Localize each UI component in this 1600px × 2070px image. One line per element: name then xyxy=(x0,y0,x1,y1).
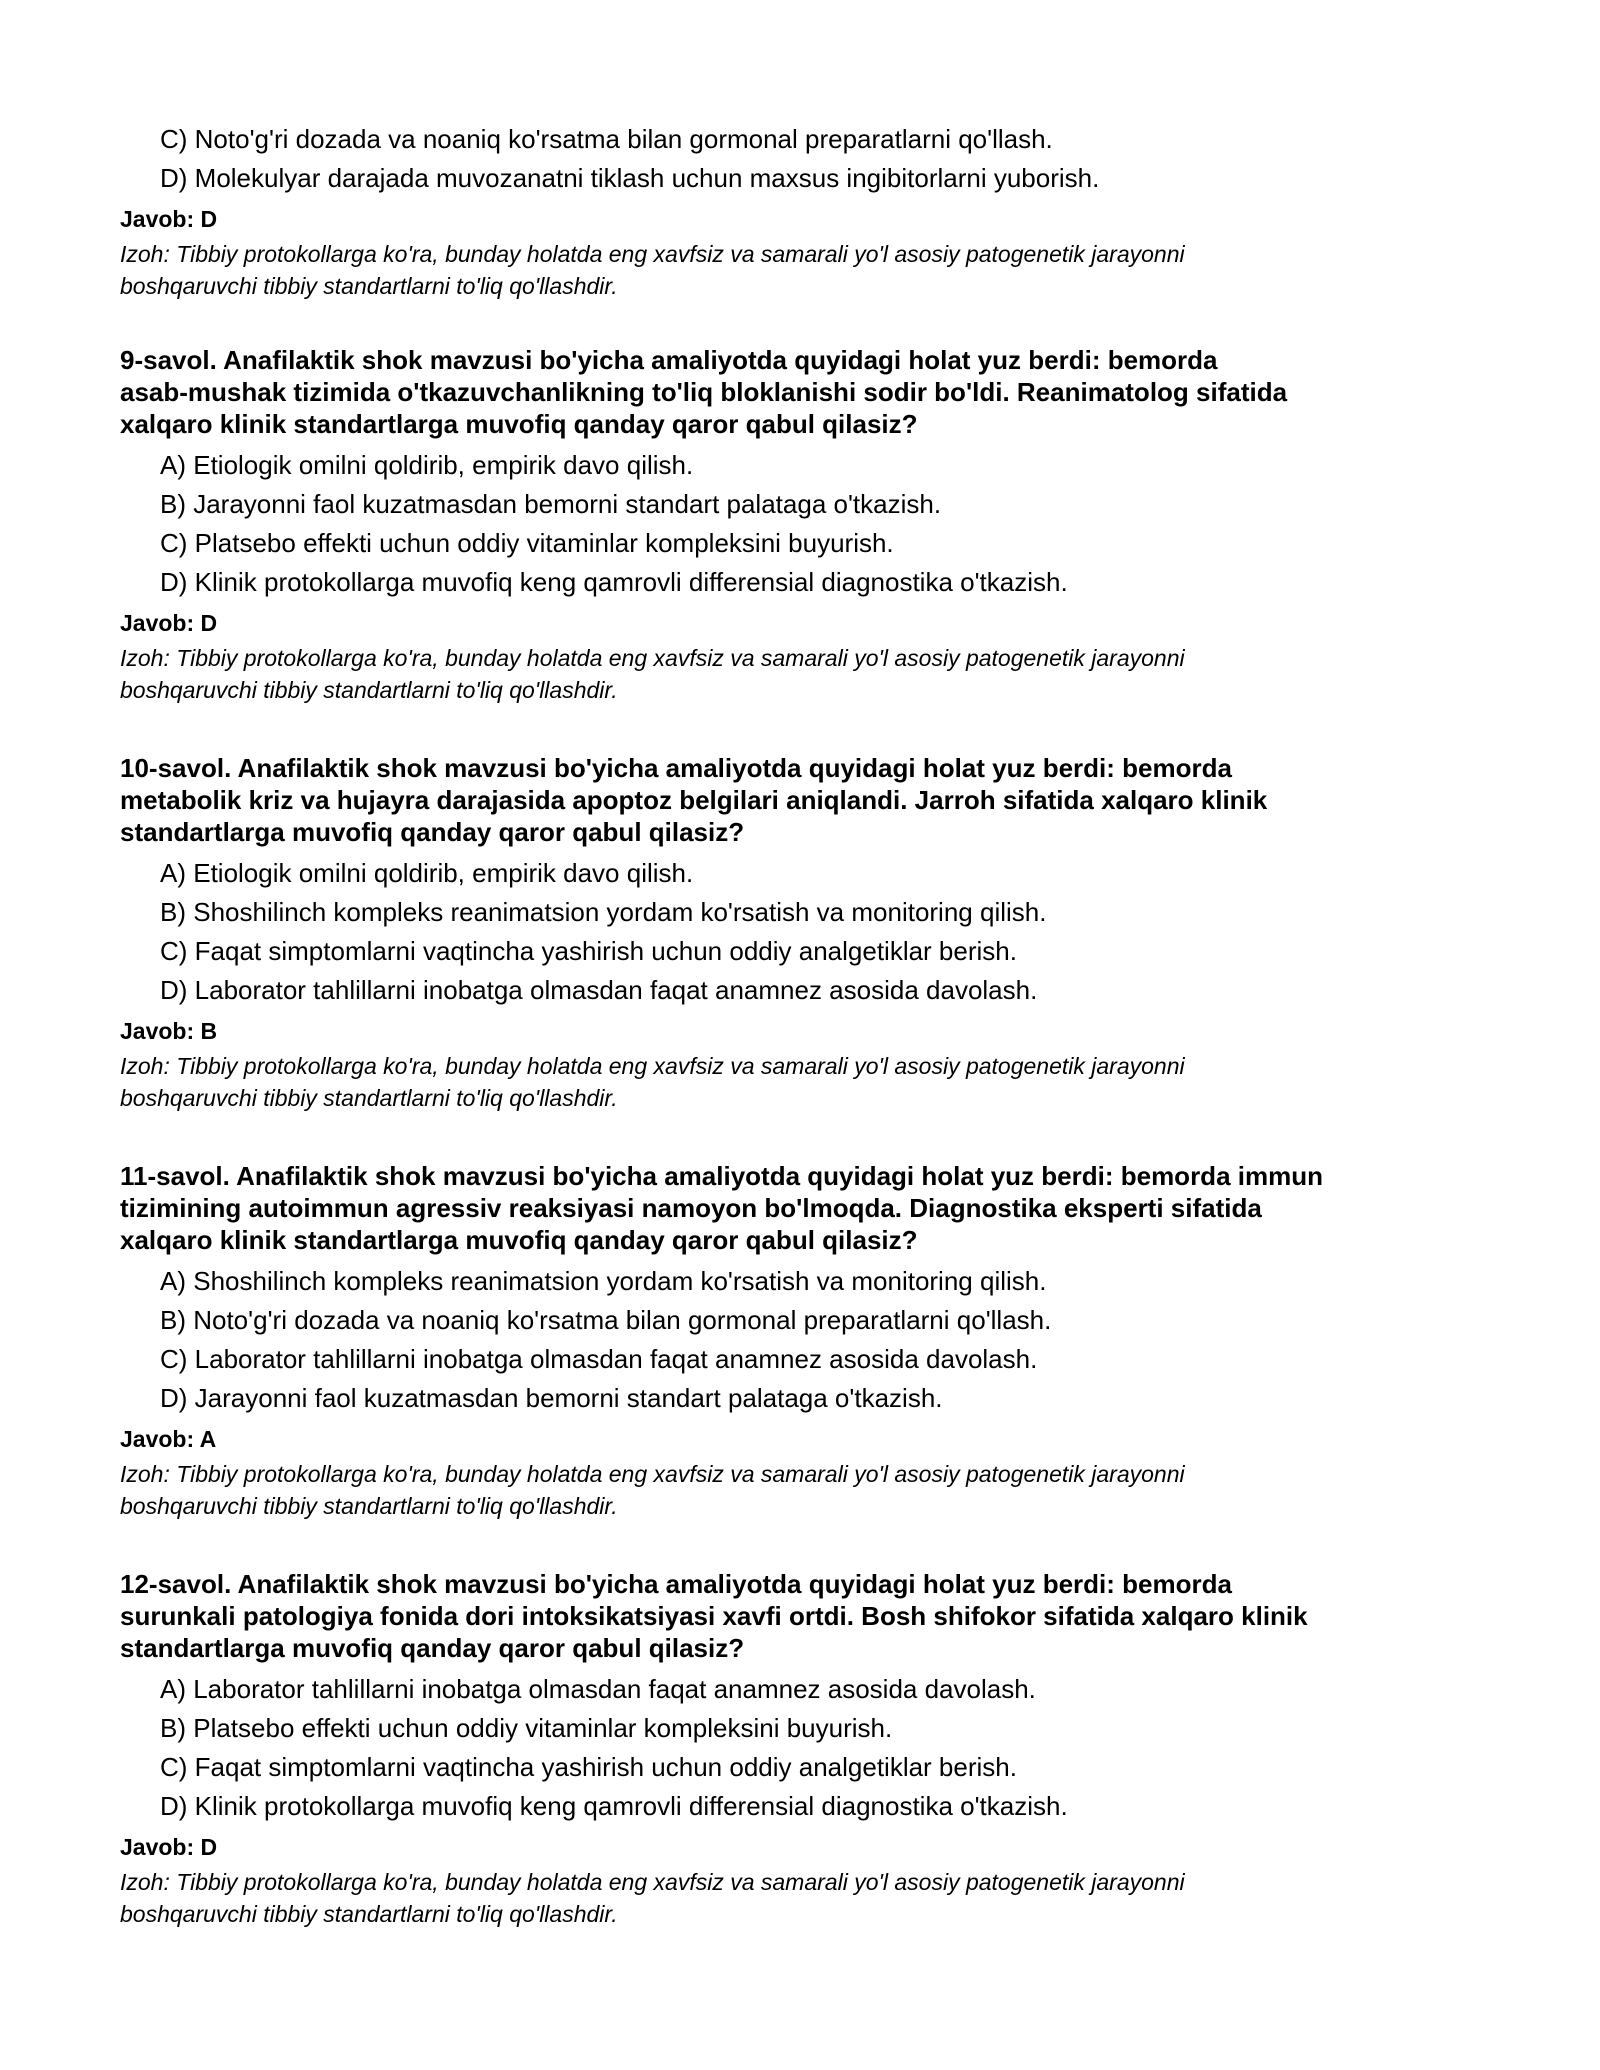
answer-label: Javob: D xyxy=(120,1834,218,1860)
question-title-line-1: 12-savol. Anafilaktik shok mavzusi bo'yicha amaliyotda quyidagi holat yuz berdi: bemorda xyxy=(120,1569,1232,1599)
option-d: D) Klinik protokollarga muvofiq keng qamrovli differensial diagnostika o'tkazish. xyxy=(160,1791,1068,1821)
option-b: B) Jarayonni faol kuzatmasdan bemorni standart palataga o'tkazish. xyxy=(160,489,942,519)
explanation-line-2: boshqaruvchi tibbiy standartlarni to'liq qo'llashdir. xyxy=(120,677,618,703)
explanation-line-1: Izoh: Tibbiy protokollarga ko'ra, bunday holatda eng xavfsiz va samarali yo'l asosiy patogenetik jarayonni xyxy=(120,645,1185,671)
explanation-note xyxy=(120,1458,1500,1522)
explanation-line-1: Izoh: Tibbiy protokollarga ko'ra, bunday holatda eng xavfsiz va samarali yo'l asosiy patogenetik jarayonni xyxy=(120,1053,1185,1079)
question-title-line-2: metabolik kriz va hujayra darajasida apoptoz belgilari aniqlandi. Jarroh sifatida xalqaro klinik xyxy=(120,785,1268,815)
question-title xyxy=(120,1568,1500,1664)
option-a: A) Laborator tahlillarni inobatga olmasdan faqat anamnez asosida davolash. xyxy=(160,1674,1036,1704)
explanation-note xyxy=(120,642,1500,706)
option-b: B) Noto'g'ri dozada va noaniq ko'rsatma bilan gormonal preparatlarni qo'llash. xyxy=(160,1305,1052,1335)
question-9 xyxy=(120,344,1500,706)
option-b: B) Shoshilinch kompleks reanimatsion yordam ko'rsatish va monitoring qilish. xyxy=(160,897,1047,927)
question-title-line-2: tizimining autoimmun agressiv reaksiyasi namoyon bo'lmoqda. Diagnostika eksperti sifatida xyxy=(120,1193,1262,1223)
option-d: D) Jarayonni faol kuzatmasdan bemorni standart palataga o'tkazish. xyxy=(160,1383,943,1413)
question-8-continuation xyxy=(120,120,1500,302)
question-10 xyxy=(120,752,1500,1114)
option-c: C) Faqat simptomlarni vaqtincha yashirish uchun oddiy analgetiklar berish. xyxy=(160,1752,1017,1782)
option-a: A) Etiologik omilni qoldirib, empirik davo qilish. xyxy=(160,858,694,888)
explanation-line-1: Izoh: Tibbiy protokollarga ko'ra, bunday holatda eng xavfsiz va samarali yo'l asosiy patogenetik jarayonni xyxy=(120,241,1185,267)
option-c: C) Noto'g'ri dozada va noaniq ko'rsatma bilan gormonal preparatlarni qo'llash. xyxy=(160,124,1053,154)
option-c: C) Laborator tahlillarni inobatga olmasdan faqat anamnez asosida davolash. xyxy=(160,1344,1038,1374)
answer-label: Javob: A xyxy=(120,1426,217,1452)
question-title-line-3: xalqaro klinik standartlarga muvofiq qanday qaror qabul qilasiz? xyxy=(120,1225,918,1255)
question-12 xyxy=(120,1568,1500,1930)
answer-label: Javob: B xyxy=(120,1018,218,1044)
question-title xyxy=(120,752,1500,848)
explanation-line-2: boshqaruvchi tibbiy standartlarni to'liq qo'llashdir. xyxy=(120,1085,618,1111)
option-a: A) Etiologik omilni qoldirib, empirik davo qilish. xyxy=(160,450,694,480)
question-title xyxy=(120,344,1500,440)
question-title-line-1: 11-savol. Anafilaktik shok mavzusi bo'yicha amaliyotda quyidagi holat yuz berdi: bemorda immun xyxy=(120,1161,1323,1191)
option-c: C) Platsebo effekti uchun oddiy vitaminlar kompleksini buyurish. xyxy=(160,528,894,558)
explanation-line-2: boshqaruvchi tibbiy standartlarni to'liq qo'llashdir. xyxy=(120,1493,618,1519)
option-d: D) Molekulyar darajada muvozanatni tiklash uchun maxsus ingibitorlarni yuborish. xyxy=(160,163,1100,193)
answer-label: Javob: D xyxy=(120,206,218,232)
explanation-line-1: Izoh: Tibbiy protokollarga ko'ra, bunday holatda eng xavfsiz va samarali yo'l asosiy patogenetik jarayonni xyxy=(120,1461,1185,1487)
question-title-line-1: 10-savol. Anafilaktik shok mavzusi bo'yicha amaliyotda quyidagi holat yuz berdi: bemorda xyxy=(120,753,1232,783)
option-c: C) Faqat simptomlarni vaqtincha yashirish uchun oddiy analgetiklar berish. xyxy=(160,936,1017,966)
explanation-note xyxy=(120,1050,1500,1114)
answer-label: Javob: D xyxy=(120,610,218,636)
question-title-line-3: standartlarga muvofiq qanday qaror qabul qilasiz? xyxy=(120,1633,745,1663)
question-title-line-3: standartlarga muvofiq qanday qaror qabul qilasiz? xyxy=(120,817,745,847)
option-d: D) Klinik protokollarga muvofiq keng qamrovli differensial diagnostika o'tkazish. xyxy=(160,567,1068,597)
question-title-line-2: surunkali patologiya fonida dori intoksikatsiyasi xavfi ortdi. Bosh shifokor sifatida xalqaro klinik xyxy=(120,1601,1308,1631)
question-11 xyxy=(120,1160,1500,1522)
option-d: D) Laborator tahlillarni inobatga olmasdan faqat anamnez asosida davolash. xyxy=(160,975,1038,1005)
question-title-line-3: xalqaro klinik standartlarga muvofiq qanday qaror qabul qilasiz? xyxy=(120,409,918,439)
explanation-note xyxy=(120,1866,1500,1930)
explanation-line-2: boshqaruvchi tibbiy standartlarni to'liq qo'llashdir. xyxy=(120,273,618,299)
option-b: B) Platsebo effekti uchun oddiy vitaminlar kompleksini buyurish. xyxy=(160,1713,893,1743)
question-title-line-2: asab-mushak tizimida o'tkazuvchanlikning to'liq bloklanishi sodir bo'ldi. Reanimatolog sifatida xyxy=(120,377,1288,407)
explanation-line-2: boshqaruvchi tibbiy standartlarni to'liq qo'llashdir. xyxy=(120,1901,618,1927)
question-title-line-1: 9-savol. Anafilaktik shok mavzusi bo'yicha amaliyotda quyidagi holat yuz berdi: bemorda xyxy=(120,345,1218,375)
option-a: A) Shoshilinch kompleks reanimatsion yordam ko'rsatish va monitoring qilish. xyxy=(160,1266,1047,1296)
explanation-note xyxy=(120,238,1500,302)
explanation-line-1: Izoh: Tibbiy protokollarga ko'ra, bunday holatda eng xavfsiz va samarali yo'l asosiy patogenetik jarayonni xyxy=(120,1869,1185,1895)
question-title xyxy=(120,1160,1500,1256)
